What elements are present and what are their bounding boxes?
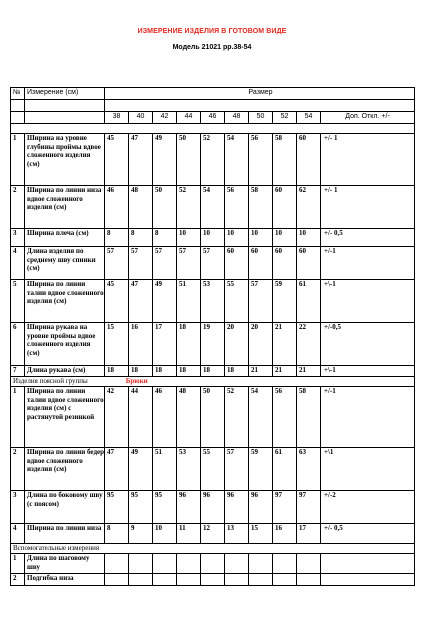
empty-cell [105, 574, 129, 586]
table-row [11, 554, 415, 574]
size-value: 96 [249, 491, 273, 524]
empty-cell [273, 554, 297, 574]
spacer-row [11, 124, 415, 134]
tolerance-value: +/- 0,5 [321, 229, 415, 247]
size-50: 50 [249, 112, 273, 124]
size-value: 57 [249, 280, 273, 323]
size-value: 42 [105, 387, 129, 448]
size-value: 54 [225, 134, 249, 186]
section-waist-group [11, 377, 415, 387]
size-value: 95 [153, 491, 177, 524]
empty-cell [177, 554, 201, 574]
section-product-tag: Брюки [125, 377, 148, 386]
tolerance-value: +\-1 [321, 280, 415, 323]
size-value: 95 [105, 491, 129, 524]
size-value: 47 [105, 448, 129, 491]
sizes-row [11, 112, 415, 124]
model-subtitle: Модель 21021 рр.38-54 [172, 44, 252, 51]
size-value: 21 [249, 366, 273, 377]
row-number: 2 [11, 574, 25, 586]
row-number: 1 [11, 554, 25, 574]
size-value: 19 [201, 323, 225, 366]
measurement-name: Подгибка низа [25, 574, 105, 586]
empty-cell [201, 554, 225, 574]
size-value: 62 [297, 186, 321, 229]
row-number: 2 [11, 448, 25, 491]
size-value: 50 [153, 186, 177, 229]
size-value: 59 [249, 448, 273, 491]
table-row [11, 247, 415, 280]
measurement-name: Ширина по линии талии вдвое сложенного изделия (см) [25, 280, 105, 323]
size-value: 18 [225, 366, 249, 377]
size-value: 18 [177, 323, 201, 366]
measurement-name: Ширина рукава на уровне проймы вдвое сложенного изделия (см) [25, 323, 105, 366]
size-value: 12 [201, 524, 225, 544]
size-value: 60 [249, 247, 273, 280]
size-value: 54 [249, 387, 273, 448]
size-value: 54 [201, 186, 225, 229]
size-value: 60 [273, 247, 297, 280]
size-value: 96 [177, 491, 201, 524]
size-value: 21 [297, 366, 321, 377]
size-value: 52 [201, 134, 225, 186]
measurement-table [10, 87, 415, 586]
size-value: 10 [153, 524, 177, 544]
size-value: 57 [225, 448, 249, 491]
empty-cell [153, 574, 177, 586]
size-value: 48 [177, 387, 201, 448]
size-52: 52 [273, 112, 297, 124]
row-number: 4 [11, 524, 25, 544]
size-value: 50 [201, 387, 225, 448]
size-46: 46 [201, 112, 225, 124]
size-value: 20 [249, 323, 273, 366]
measurement-name: Ширина по линии бедер вдвое сложенного изделия (см) [25, 448, 105, 491]
empty-cell [225, 574, 249, 586]
size-value: 15 [249, 524, 273, 544]
size-value: 18 [201, 366, 225, 377]
size-42: 42 [153, 112, 177, 124]
tolerance-value: +/-1 [321, 247, 415, 280]
size-value: 57 [129, 247, 153, 280]
size-value: 52 [177, 186, 201, 229]
size-value: 18 [105, 366, 129, 377]
header-spacer [105, 100, 415, 112]
size-value: 17 [153, 323, 177, 366]
size-value: 60 [297, 134, 321, 186]
document-title: ИЗМЕРЕНИЕ ИЗДЕЛИЯ В ГОТОВОМ ВИДЕ [137, 28, 287, 35]
size-value: 10 [177, 229, 201, 247]
size-value: 60 [297, 247, 321, 280]
size-value: 51 [177, 280, 201, 323]
empty-cell [321, 554, 415, 574]
measurement-name: Ширина по линии низа вдвое сложенного изделия (см) [25, 186, 105, 229]
tolerance-value: +\1 [321, 448, 415, 491]
size-value: 58 [273, 134, 297, 186]
size-value: 10 [225, 229, 249, 247]
size-value: 95 [129, 491, 153, 524]
size-value: 10 [201, 229, 225, 247]
size-value: 61 [273, 448, 297, 491]
header-size: Размер [105, 88, 415, 100]
size-value: 22 [297, 323, 321, 366]
table-row [11, 323, 415, 366]
size-value: 61 [297, 280, 321, 323]
size-value: 55 [201, 448, 225, 491]
empty-cell [249, 574, 273, 586]
size-44: 44 [177, 112, 201, 124]
size-value: 21 [273, 323, 297, 366]
size-value: 53 [201, 280, 225, 323]
empty-cell [129, 574, 153, 586]
table-row [11, 524, 415, 544]
tolerance-value: +/- 1 [321, 134, 415, 186]
tolerance-value: +/- 0,5 [321, 524, 415, 544]
header-num: № [11, 88, 25, 100]
size-value: 16 [273, 524, 297, 544]
row-number: 4 [11, 247, 25, 280]
table-row [11, 134, 415, 186]
row-number: 1 [11, 387, 25, 448]
table-row [11, 574, 415, 586]
size-value: 45 [105, 134, 129, 186]
row-number: 6 [11, 323, 25, 366]
tolerance-value: +\-1 [321, 366, 415, 377]
measurement-name: Длина по шаговому шву [25, 554, 105, 574]
header-spacer [11, 100, 25, 112]
size-value: 97 [297, 491, 321, 524]
row-number: 1 [11, 134, 25, 186]
empty-cell [321, 574, 415, 586]
size-value: 60 [225, 247, 249, 280]
empty-cell [273, 574, 297, 586]
empty-cell [225, 554, 249, 574]
section-waist-group-cell [11, 377, 415, 387]
tolerance-header: Доп. Откл. +/- [321, 112, 415, 124]
row-number: 5 [11, 280, 25, 323]
sizes-spacer [25, 112, 105, 124]
size-value: 46 [153, 387, 177, 448]
size-value: 63 [297, 448, 321, 491]
section-auxiliary-cell [11, 544, 415, 554]
tolerance-value: +/-0,5 [321, 323, 415, 366]
size-value: 9 [129, 524, 153, 544]
size-value: 97 [273, 491, 297, 524]
size-value: 21 [273, 366, 297, 377]
tolerance-value: +/- 1 [321, 186, 415, 229]
size-value: 52 [225, 387, 249, 448]
size-value: 58 [249, 186, 273, 229]
size-value: 57 [153, 247, 177, 280]
spacer-cell [11, 124, 415, 134]
size-value: 56 [273, 387, 297, 448]
empty-cell [153, 554, 177, 574]
measurement-name: Длина рукава (см) [25, 366, 105, 377]
size-value: 58 [297, 387, 321, 448]
size-value: 47 [129, 280, 153, 323]
size-value: 10 [249, 229, 273, 247]
empty-cell [297, 554, 321, 574]
empty-cell [129, 554, 153, 574]
size-value: 13 [225, 524, 249, 544]
empty-cell [105, 554, 129, 574]
row-number: 3 [11, 491, 25, 524]
size-value: 49 [129, 448, 153, 491]
size-value: 47 [129, 134, 153, 186]
size-value: 18 [177, 366, 201, 377]
size-value: 8 [129, 229, 153, 247]
size-value: 45 [105, 280, 129, 323]
section-waist-group-label: Изделия поясной группы [13, 377, 88, 386]
empty-cell [249, 554, 273, 574]
measurement-name: Ширина плеча (см) [25, 229, 105, 247]
size-value: 57 [177, 247, 201, 280]
size-value: 57 [105, 247, 129, 280]
size-48: 48 [225, 112, 249, 124]
sizes-spacer [11, 112, 25, 124]
size-value: 46 [105, 186, 129, 229]
size-value: 49 [153, 280, 177, 323]
size-value: 96 [201, 491, 225, 524]
size-value: 49 [153, 134, 177, 186]
size-value: 51 [153, 448, 177, 491]
table-row [11, 387, 415, 448]
table-row [11, 229, 415, 247]
size-value: 8 [153, 229, 177, 247]
size-value: 57 [201, 247, 225, 280]
size-value: 59 [273, 280, 297, 323]
size-value: 53 [177, 448, 201, 491]
size-38: 38 [105, 112, 129, 124]
size-value: 11 [177, 524, 201, 544]
size-value: 96 [225, 491, 249, 524]
tolerance-value: +/-1 [321, 387, 415, 448]
measurement-name: Ширина по линии низа [25, 524, 105, 544]
table-row [11, 280, 415, 323]
section-auxiliary [11, 544, 415, 554]
size-value: 10 [297, 229, 321, 247]
empty-cell [201, 574, 225, 586]
size-value: 60 [273, 186, 297, 229]
tolerance-value: +/-2 [321, 491, 415, 524]
header-measurement: Измерение (см) [25, 88, 105, 100]
size-value: 18 [153, 366, 177, 377]
size-value: 8 [105, 229, 129, 247]
table-body [11, 88, 415, 586]
table-row [11, 491, 415, 524]
size-value: 10 [273, 229, 297, 247]
size-value: 56 [249, 134, 273, 186]
empty-cell [297, 574, 321, 586]
size-40: 40 [129, 112, 153, 124]
size-value: 48 [129, 186, 153, 229]
row-number: 3 [11, 229, 25, 247]
size-value: 15 [105, 323, 129, 366]
size-value: 18 [129, 366, 153, 377]
section-auxiliary-label: Вспомогательные измерения [13, 544, 100, 553]
size-value: 50 [177, 134, 201, 186]
size-value: 55 [225, 280, 249, 323]
table-row [11, 366, 415, 377]
measurement-name: Длина изделия по среднему шву спинки (см) [25, 247, 105, 280]
size-value: 17 [297, 524, 321, 544]
table-row [11, 448, 415, 491]
table-row [11, 186, 415, 229]
measurement-name: Ширина по линии талии вдвое сложенного изделия (см) с растянутой резинкой [25, 387, 105, 448]
measurement-name: Ширина на уровне глубины проймы вдвое сложенного изделия (см) [25, 134, 105, 186]
size-value: 44 [129, 387, 153, 448]
size-value: 8 [105, 524, 129, 544]
size-54: 54 [297, 112, 321, 124]
measurement-name: Длина по боковому шву (с поясом) [25, 491, 105, 524]
empty-cell [177, 574, 201, 586]
header-spacer [25, 100, 105, 112]
row-number: 7 [11, 366, 25, 377]
row-number: 2 [11, 186, 25, 229]
size-value: 16 [129, 323, 153, 366]
size-value: 56 [225, 186, 249, 229]
size-value: 20 [225, 323, 249, 366]
